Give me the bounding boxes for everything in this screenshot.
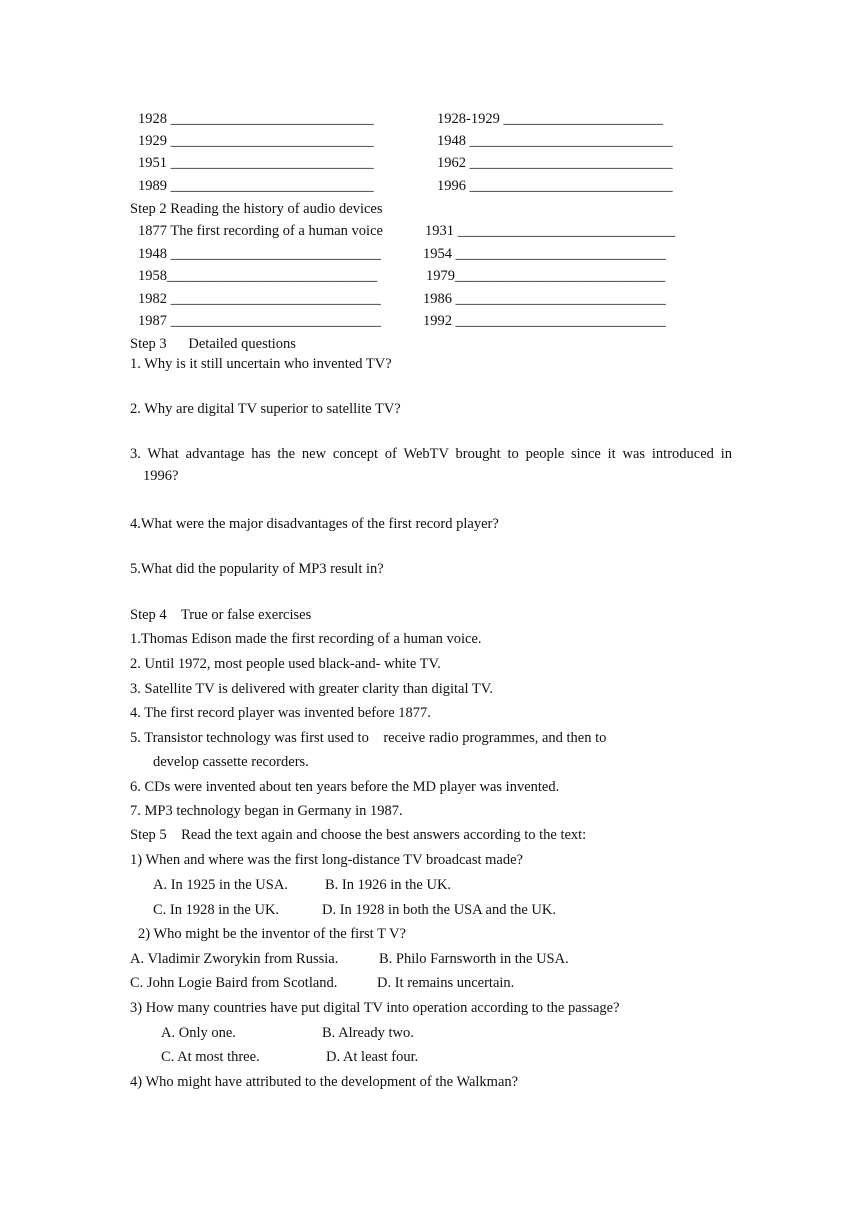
- step3-question-2: 2. Why are digital TV superior to satellite TV?: [130, 401, 401, 417]
- step2-left-1877: 1877 The first recording of a human voice: [138, 223, 383, 239]
- step2-left-1982: 1982 _____________________________: [138, 291, 381, 307]
- step4-heading: Step 4 True or false exercises: [130, 607, 312, 623]
- step2-right-1992: 1992 _____________________________: [423, 313, 666, 329]
- step3-question-3: [130, 443, 732, 465]
- step5-q2-option-d: D. It remains uncertain.: [377, 975, 515, 991]
- step3-question-3-line1: 3. What advantage has the new concept of WebTV brought to people since it was introduced in: [130, 446, 732, 462]
- step4-item-3: 3. Satellite TV is delivered with greater clarity than digital TV.: [130, 681, 493, 697]
- step3-question-3-line2: 1996?: [143, 468, 179, 484]
- step4-item-7: 7. MP3 technology began in Germany in 1987.: [130, 803, 403, 819]
- step2-right-1979: 1979_____________________________: [426, 268, 666, 284]
- step2-left-1987: 1987 _____________________________: [138, 313, 381, 329]
- step5-question-4: 4) Who might have attributed to the development of the Walkman?: [130, 1074, 519, 1090]
- step5-q3-option-c: C. At most three.: [161, 1049, 260, 1065]
- step3-question-1: 1. Why is it still uncertain who invented TV?: [130, 356, 392, 372]
- step4-item-4: 4. The first record player was invented before 1877.: [130, 705, 431, 721]
- step3-question-4: 4.What were the major disadvantages of the first record player?: [130, 516, 499, 532]
- step4-item-1: 1.Thomas Edison made the first recording of a human voice.: [130, 631, 482, 647]
- step1-right-1962: 1962 ____________________________: [437, 155, 673, 171]
- step4-item-5: 5. Transistor technology was first used to receive radio programmes, and then to: [130, 730, 607, 746]
- step2-right-1954: 1954 _____________________________: [423, 246, 666, 262]
- step5-heading: Step 5 Read the text again and choose the best answers according to the text:: [130, 827, 587, 843]
- step5-q1-option-a: A. In 1925 in the USA.: [153, 877, 288, 893]
- step5-q3-option-b: B. Already two.: [322, 1025, 414, 1041]
- step5-q3-option-a: A. Only one.: [161, 1025, 236, 1041]
- step5-question-1: 1) When and where was the first long-distance TV broadcast made?: [130, 852, 523, 868]
- step1-right-1928-1929: 1928-1929 ______________________: [437, 111, 663, 127]
- step2-left-1948: 1948 _____________________________: [138, 246, 381, 262]
- step2-left-1958: 1958_____________________________: [138, 268, 378, 284]
- step1-right-1996: 1996 ____________________________: [437, 178, 673, 194]
- step5-question-3: 3) How many countries have put digital TV into operation according to the passage?: [130, 1000, 620, 1016]
- step4-item-5-cont: develop cassette recorders.: [153, 754, 309, 770]
- step1-left-1951: 1951 ____________________________: [138, 155, 374, 171]
- step5-q1-option-d: D. In 1928 in both the USA and the UK.: [322, 902, 556, 918]
- step3-heading: Step 3 Detailed questions: [130, 336, 296, 352]
- step1-left-1928: 1928 ____________________________: [138, 111, 374, 127]
- step5-q2-option-a: A. Vladimir Zworykin from Russia.: [130, 951, 339, 967]
- step5-q1-option-b: B. In 1926 in the UK.: [325, 877, 452, 893]
- step4-item-6: 6. CDs were invented about ten years before the MD player was invented.: [130, 779, 560, 795]
- step2-right-1986: 1986 _____________________________: [423, 291, 666, 307]
- step1-left-1989: 1989 ____________________________: [138, 178, 374, 194]
- step5-q3-option-d: D. At least four.: [326, 1049, 419, 1065]
- step1-right-1948: 1948 ____________________________: [437, 133, 673, 149]
- step1-left-1929: 1929 ____________________________: [138, 133, 374, 149]
- step4-item-2: 2. Until 1972, most people used black-and- white TV.: [130, 656, 441, 672]
- step5-q1-option-c: C. In 1928 in the UK.: [153, 902, 280, 918]
- step2-right-1931: 1931 ______________________________: [425, 223, 676, 239]
- step5-question-2: 2) Who might be the inventor of the first T V?: [138, 926, 406, 942]
- step5-q2-option-b: B. Philo Farnsworth in the USA.: [379, 951, 569, 967]
- step3-question-5: 5.What did the popularity of MP3 result in?: [130, 561, 384, 577]
- step5-q2-option-c: C. John Logie Baird from Scotland.: [130, 975, 338, 991]
- step2-heading: Step 2 Reading the history of audio devices: [130, 201, 383, 217]
